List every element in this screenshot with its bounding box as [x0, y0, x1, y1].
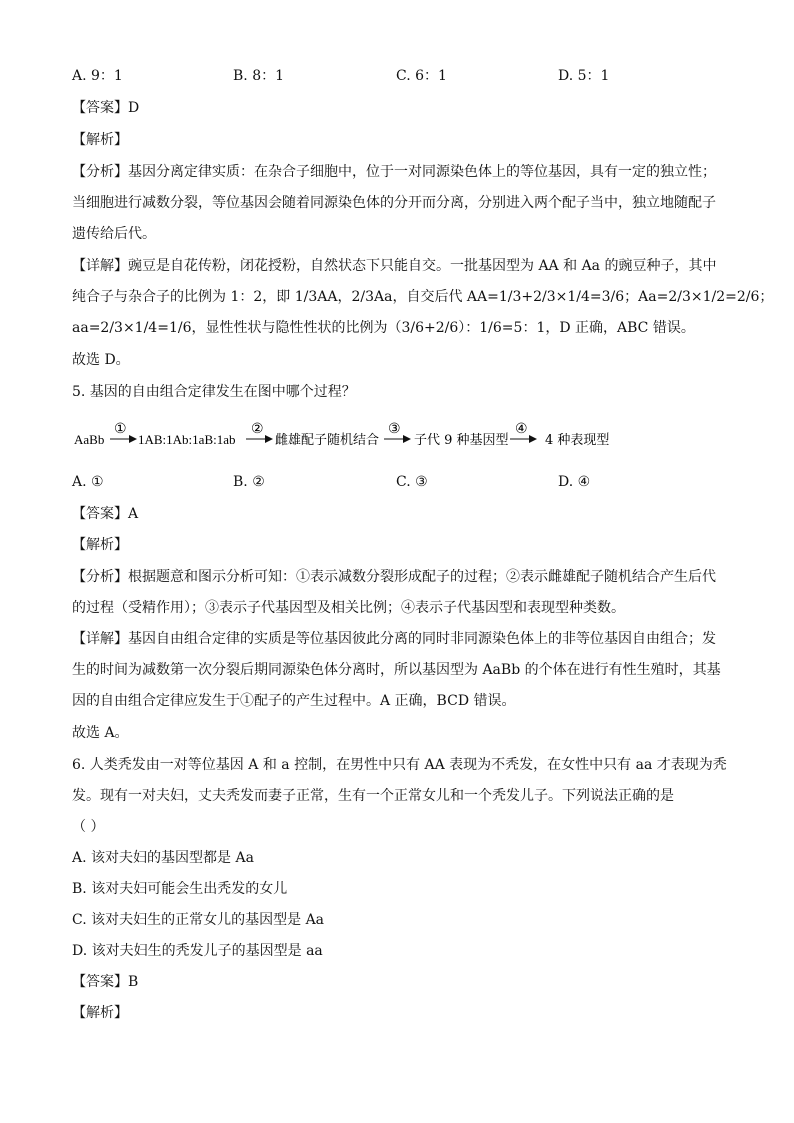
q5-stem: 5. 基因的自由组合定律发生在图中哪个过程？ [72, 384, 356, 400]
q5-option-d: D. ④ [558, 474, 591, 490]
q5-answer: 【答案】A [72, 506, 139, 522]
q5-conclusion: 故选 A。 [72, 725, 129, 741]
q4-conclusion: 故选 D。 [72, 352, 130, 368]
q4-option-d: D. 5：1 [558, 68, 610, 84]
diagram-node-aabb: AaBb [74, 432, 105, 447]
q6-stem-blank: （ ） [72, 819, 105, 835]
q4-answer: 【答案】D [72, 100, 140, 116]
diagram-node-phenotypes: 4 种表现型 [545, 433, 610, 448]
q5-process-diagram [74, 420, 674, 456]
q4-option-a: A. 9：1 [72, 68, 123, 84]
q5-xiangjie-line: 因的自由组合定律应发生于①配子的产生过程中。A 正确，BCD 错误。 [72, 693, 516, 709]
q4-xiangjie-line: aa=2/3×1/4=1/6，显性性状与隐性性状的比例为（3/6+2/6）：1/6=5：1，D 正确，ABC 错误。 [72, 320, 695, 336]
q4-xiangjie-line: 纯合子与杂合子的比例为 1：2，即 1/3AA，2/3Aa，自交后代 AA=1/3+2/3×1/4=3/6；Aa=2/3×1/2=2/6； [72, 289, 774, 305]
q4-fenxi-line: 【分析】基因分离定律实质：在杂合子细胞中，位于一对同源染色体上的等位基因，具有一定的独立性； [72, 164, 716, 180]
q5-xiangjie-line: 生的时间为减数第一次分裂后期同源染色体分离时，所以基因型为 AaBb 的个体在进行有性生殖时，其基 [72, 662, 721, 678]
q4-option-c: C. 6：1 [396, 68, 447, 84]
diagram-step-2: ② [251, 421, 264, 437]
q6-stem-line: 6. 人类秃发由一对等位基因 A 和 a 控制，在男性中只有 AA 表现为不秃发，在女性中只有 aa 才表现为秃 [72, 757, 727, 773]
q5-xiangjie-line: 【详解】基因自由组合定律的实质是等位基因彼此分离的同时非同源染色体上的非等位基因自由组合；发 [72, 631, 716, 647]
q5-option-c: C. ③ [396, 474, 428, 490]
q4-xiangjie-line: 【详解】豌豆是自花传粉，闭花授粉，自然状态下只能自交。一批基因型为 AA 和 Aa 的豌豆种子，其中 [72, 258, 717, 274]
diagram-node-genotypes: 子代 9 种基因型 [414, 433, 509, 448]
diagram-step-4: ④ [515, 421, 528, 437]
q5-option-b: B. ② [233, 474, 265, 490]
diagram-node-fertilization: 雌雄配子随机结合 [275, 433, 380, 448]
q6-analysis-heading: 【解析】 [72, 1005, 128, 1021]
q5-option-a: A. ① [72, 474, 104, 490]
q4-fenxi-line: 遗传给后代。 [72, 226, 156, 242]
q4-option-b: B. 8：1 [233, 68, 285, 84]
q6-option-a: A. 该对夫妇的基因型都是 Aa [72, 850, 254, 866]
diagram-node-gametes: 1AB:1Ab:1aB:1ab [138, 432, 236, 447]
q6-stem-line: 发。现有一对夫妇，丈夫秃发而妻子正常，生有一个正常女儿和一个秃发儿子。下列说法正确的是 [72, 788, 674, 804]
diagram-step-3: ③ [388, 421, 401, 437]
q5-fenxi-line: 【分析】根据题意和图示分析可知：①表示减数分裂形成配子的过程；②表示雌雄配子随机结合产生后代 [72, 569, 716, 585]
q6-option-c: C. 该对夫妇生的正常女儿的基因型是 Aa [72, 912, 325, 928]
q6-answer: 【答案】B [72, 974, 139, 990]
q4-fenxi-line: 当细胞进行减数分裂，等位基因会随着同源染色体的分开而分离，分别进入两个配子当中，独立地随配子 [72, 195, 716, 211]
q5-analysis-heading: 【解析】 [72, 537, 128, 553]
q6-option-d: D. 该对夫妇生的秃发儿子的基因型是 aa [72, 943, 323, 959]
q6-option-b: B. 该对夫妇可能会生出秃发的女儿 [72, 881, 288, 897]
q5-fenxi-line: 的过程（受精作用）；③表示子代基因型及相关比例；④表示子代基因型和表现型种类数。 [72, 600, 625, 616]
q5-flow-svg [74, 420, 674, 456]
diagram-step-1: ① [114, 421, 127, 437]
q4-analysis-heading: 【解析】 [72, 132, 128, 148]
